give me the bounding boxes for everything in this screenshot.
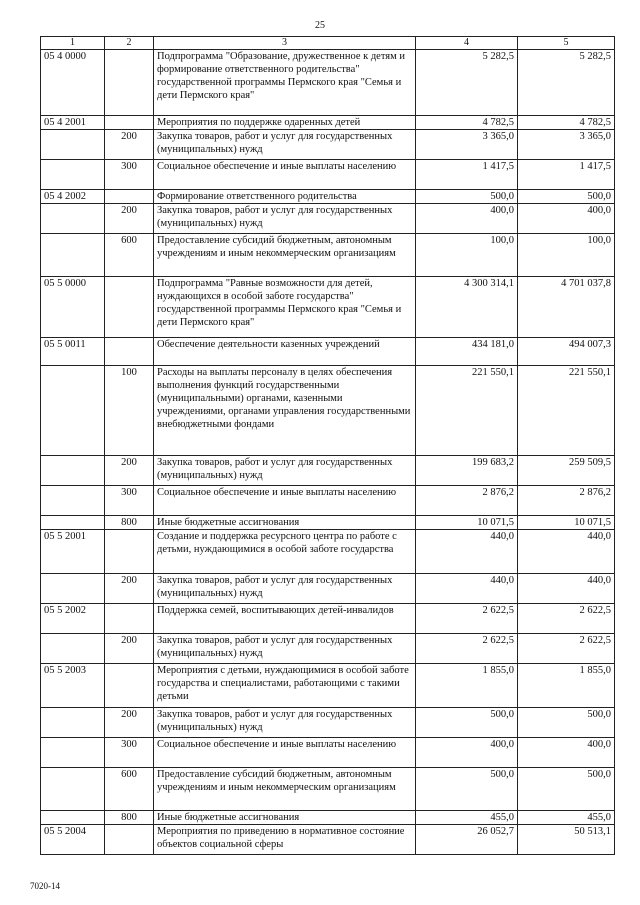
row-amount-2: 259 509,5: [518, 456, 615, 486]
row-amount-2: 5 282,5: [518, 50, 615, 116]
row-amount-1: 440,0: [416, 574, 518, 604]
table-row: [41, 456, 615, 486]
row-name: Предоставление субсидий бюджетным, автономным учреждениям и иным некоммерческим организациям: [154, 234, 416, 277]
row-code: [41, 486, 105, 516]
table-row: [41, 530, 615, 574]
row-amount-1: 500,0: [416, 708, 518, 738]
row-expense-type: 200: [105, 708, 154, 738]
row-name: Мероприятия по приведению в нормативное состояние объектов социальной сферы: [154, 825, 416, 855]
row-name: Формирование ответственного родительства: [154, 190, 416, 204]
table-row: [41, 366, 615, 456]
table-row: [41, 50, 615, 116]
row-amount-1: 455,0: [416, 811, 518, 825]
row-amount-1: 5 282,5: [416, 50, 518, 116]
row-expense-type: 300: [105, 738, 154, 768]
table-row: [41, 277, 615, 338]
row-expense-type: [105, 530, 154, 574]
row-amount-2: 50 513,1: [518, 825, 615, 855]
row-amount-2: 494 007,3: [518, 338, 615, 366]
row-amount-1: 2 622,5: [416, 634, 518, 664]
table-row: [41, 486, 615, 516]
row-code: 05 5 2002: [41, 604, 105, 634]
column-header-5: 5: [518, 37, 615, 50]
row-amount-1: 199 683,2: [416, 456, 518, 486]
table-row: [41, 738, 615, 768]
row-code: 05 5 0000: [41, 277, 105, 338]
row-amount-2: 3 365,0: [518, 130, 615, 160]
table-row: [41, 708, 615, 738]
row-expense-type: 800: [105, 516, 154, 530]
row-code: [41, 768, 105, 811]
row-name: Закупка товаров, работ и услуг для государственных (муниципальных) нужд: [154, 130, 416, 160]
row-amount-2: 400,0: [518, 204, 615, 234]
row-code: [41, 130, 105, 160]
table-row: [41, 811, 615, 825]
row-name: Поддержка семей, воспитывающих детей-инвалидов: [154, 604, 416, 634]
table-row: [41, 116, 615, 130]
row-amount-1: 2 876,2: [416, 486, 518, 516]
row-amount-1: 400,0: [416, 738, 518, 768]
row-amount-1: 3 365,0: [416, 130, 518, 160]
row-code: [41, 366, 105, 456]
row-amount-2: 1 417,5: [518, 160, 615, 190]
row-code: [41, 204, 105, 234]
row-name: Иные бюджетные ассигнования: [154, 516, 416, 530]
row-amount-2: 500,0: [518, 768, 615, 811]
row-amount-1: 26 052,7: [416, 825, 518, 855]
table-row: [41, 338, 615, 366]
row-name: Расходы на выплаты персоналу в целях обеспечения выполнения функций государственными (муниципальными) органами, казенными учреждениями, органами управления государственными внебюджетными фондами: [154, 366, 416, 456]
row-expense-type: [105, 604, 154, 634]
row-amount-1: 400,0: [416, 204, 518, 234]
row-expense-type: [105, 338, 154, 366]
table-row: [41, 604, 615, 634]
row-name: Социальное обеспечение и иные выплаты населению: [154, 160, 416, 190]
row-amount-2: 10 071,5: [518, 516, 615, 530]
row-name: Мероприятия с детьми, нуждающимися в особой заботе государства и специалистами, работающими с такими детьми: [154, 664, 416, 708]
row-expense-type: 300: [105, 160, 154, 190]
row-code: [41, 456, 105, 486]
row-amount-2: 1 855,0: [518, 664, 615, 708]
row-code: [41, 811, 105, 825]
row-amount-2: 400,0: [518, 738, 615, 768]
row-name: Закупка товаров, работ и услуг для государственных (муниципальных) нужд: [154, 708, 416, 738]
row-code: 05 4 2002: [41, 190, 105, 204]
table-row: [41, 130, 615, 160]
row-amount-1: 100,0: [416, 234, 518, 277]
row-name: Закупка товаров, работ и услуг для государственных (муниципальных) нужд: [154, 634, 416, 664]
row-amount-2: 2 876,2: [518, 486, 615, 516]
row-amount-1: 2 622,5: [416, 604, 518, 634]
row-amount-2: 2 622,5: [518, 634, 615, 664]
row-name: Обеспечение деятельности казенных учреждений: [154, 338, 416, 366]
page-number: 25: [315, 20, 325, 31]
row-amount-1: 4 300 314,1: [416, 277, 518, 338]
row-amount-1: 440,0: [416, 530, 518, 574]
row-code: [41, 574, 105, 604]
row-amount-1: 1 855,0: [416, 664, 518, 708]
table-row: [41, 825, 615, 855]
row-amount-2: 500,0: [518, 708, 615, 738]
row-expense-type: 100: [105, 366, 154, 456]
row-amount-1: 500,0: [416, 768, 518, 811]
row-expense-type: 800: [105, 811, 154, 825]
row-amount-2: 4 782,5: [518, 116, 615, 130]
row-name: Социальное обеспечение и иные выплаты населению: [154, 486, 416, 516]
row-code: [41, 160, 105, 190]
row-name: Закупка товаров, работ и услуг для государственных (муниципальных) нужд: [154, 456, 416, 486]
row-expense-type: 300: [105, 486, 154, 516]
row-name: Социальное обеспечение и иные выплаты населению: [154, 738, 416, 768]
row-amount-2: 500,0: [518, 190, 615, 204]
row-amount-2: 440,0: [518, 530, 615, 574]
row-code: 05 5 2004: [41, 825, 105, 855]
footer-document-code: 7020-14: [30, 881, 60, 891]
table-row: [41, 190, 615, 204]
row-amount-2: 2 622,5: [518, 604, 615, 634]
table-row: [41, 664, 615, 708]
row-code: 05 4 2001: [41, 116, 105, 130]
row-name: Закупка товаров, работ и услуг для государственных (муниципальных) нужд: [154, 574, 416, 604]
row-amount-2: 221 550,1: [518, 366, 615, 456]
row-expense-type: [105, 825, 154, 855]
row-expense-type: 600: [105, 768, 154, 811]
row-expense-type: [105, 116, 154, 130]
table-row: [41, 160, 615, 190]
row-code: [41, 708, 105, 738]
table-row: [41, 234, 615, 277]
row-expense-type: [105, 277, 154, 338]
row-code: 05 4 0000: [41, 50, 105, 116]
column-header-2: 2: [105, 37, 154, 50]
row-name: Закупка товаров, работ и услуг для государственных (муниципальных) нужд: [154, 204, 416, 234]
row-amount-2: 440,0: [518, 574, 615, 604]
row-code: [41, 234, 105, 277]
table-header-row: [41, 37, 615, 50]
row-name: Мероприятия по поддержке одаренных детей: [154, 116, 416, 130]
budget-table: [40, 36, 615, 855]
row-amount-1: 10 071,5: [416, 516, 518, 530]
row-amount-1: 500,0: [416, 190, 518, 204]
row-name: Предоставление субсидий бюджетным, автономным учреждениям и иным некоммерческим организациям: [154, 768, 416, 811]
row-amount-1: 4 782,5: [416, 116, 518, 130]
row-code: [41, 634, 105, 664]
row-expense-type: 200: [105, 456, 154, 486]
row-code: 05 5 2003: [41, 664, 105, 708]
row-expense-type: [105, 190, 154, 204]
row-code: 05 5 0011: [41, 338, 105, 366]
table-row: [41, 634, 615, 664]
row-name: Подпрограмма "Образование, дружественное к детям и формирование ответственного родительства" государственной программы Пермского края "Семья и дети Пермского края": [154, 50, 416, 116]
row-amount-1: 1 417,5: [416, 160, 518, 190]
row-name: Подпрограмма "Равные возможности для детей, нуждающихся в особой заботе государства" государственной программы Пермского края "Семья и дети Пермского края": [154, 277, 416, 338]
row-expense-type: 600: [105, 234, 154, 277]
row-amount-2: 4 701 037,8: [518, 277, 615, 338]
row-amount-2: 455,0: [518, 811, 615, 825]
column-header-4: 4: [416, 37, 518, 50]
row-code: [41, 516, 105, 530]
row-expense-type: 200: [105, 574, 154, 604]
row-amount-1: 434 181,0: [416, 338, 518, 366]
row-expense-type: [105, 664, 154, 708]
row-amount-2: 100,0: [518, 234, 615, 277]
row-expense-type: 200: [105, 204, 154, 234]
row-name: Иные бюджетные ассигнования: [154, 811, 416, 825]
column-header-3: 3: [154, 37, 416, 50]
row-expense-type: 200: [105, 130, 154, 160]
row-name: Создание и поддержка ресурсного центра по работе с детьми, нуждающимися в особой заботе государства: [154, 530, 416, 574]
row-code: 05 5 2001: [41, 530, 105, 574]
row-expense-type: 200: [105, 634, 154, 664]
table-row: [41, 574, 615, 604]
row-code: [41, 738, 105, 768]
table-row: [41, 204, 615, 234]
row-expense-type: [105, 50, 154, 116]
table-row: [41, 768, 615, 811]
row-amount-1: 221 550,1: [416, 366, 518, 456]
column-header-1: 1: [41, 37, 105, 50]
table-row: [41, 516, 615, 530]
